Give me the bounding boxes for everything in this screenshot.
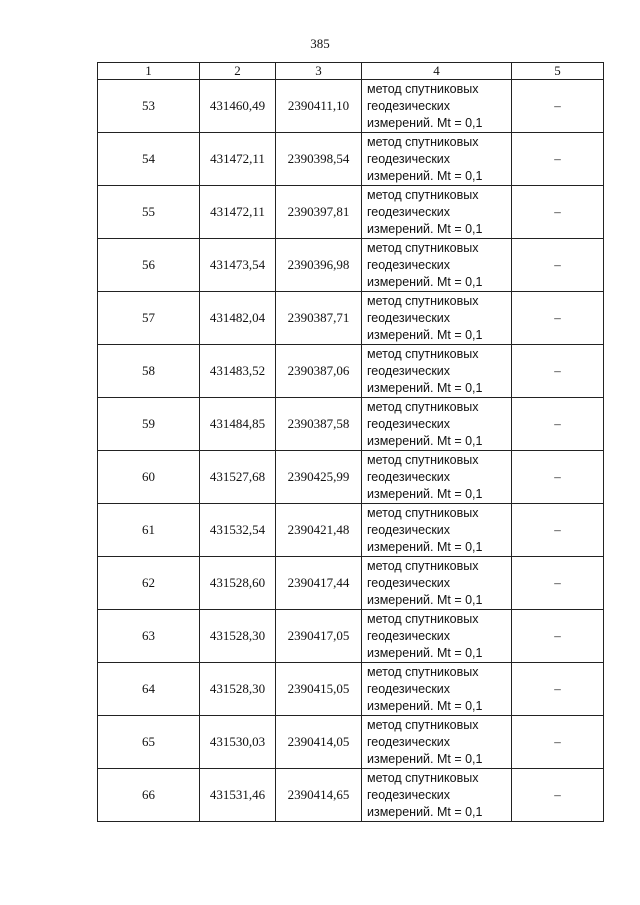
- note-cell: –: [512, 504, 604, 557]
- x-coordinate-cell: 431531,46: [200, 769, 276, 822]
- table-row: [98, 186, 604, 239]
- method-line: метод спутниковых: [367, 81, 479, 96]
- note-cell: –: [512, 80, 604, 133]
- y-coordinate-cell: 2390387,58: [276, 398, 362, 451]
- y-coordinate-cell: 2390398,54: [276, 133, 362, 186]
- method-line: измерений. Mt = 0,1: [367, 698, 483, 713]
- method-line: измерений. Mt = 0,1: [367, 645, 483, 660]
- method-line: метод спутниковых: [367, 770, 479, 785]
- method-cell: [362, 716, 512, 769]
- method-line: геодезических: [367, 363, 451, 378]
- method-line: метод спутниковых: [367, 240, 479, 255]
- column-header-5: 5: [512, 63, 604, 80]
- method-line: измерений. Mt = 0,1: [367, 380, 483, 395]
- note-cell: –: [512, 769, 604, 822]
- method-line: измерений. Mt = 0,1: [367, 486, 483, 501]
- y-coordinate-cell: 2390421,48: [276, 504, 362, 557]
- column-header-3: 3: [276, 63, 362, 80]
- method-line: метод спутниковых: [367, 452, 479, 467]
- method-line: геодезических: [367, 681, 451, 696]
- method-line: геодезических: [367, 469, 451, 484]
- method-line: геодезических: [367, 257, 451, 272]
- method-line: измерений. Mt = 0,1: [367, 539, 483, 554]
- y-coordinate-cell: 2390387,06: [276, 345, 362, 398]
- method-line: метод спутниковых: [367, 611, 479, 626]
- table-row: [98, 451, 604, 504]
- x-coordinate-cell: 431530,03: [200, 716, 276, 769]
- method-cell: [362, 186, 512, 239]
- table-body: [98, 80, 604, 822]
- note-cell: –: [512, 451, 604, 504]
- x-coordinate-cell: 431528,60: [200, 557, 276, 610]
- x-coordinate-cell: 431460,49: [200, 80, 276, 133]
- y-coordinate-cell: 2390396,98: [276, 239, 362, 292]
- method-line: геодезических: [367, 522, 451, 537]
- note-cell: –: [512, 239, 604, 292]
- x-coordinate-cell: 431473,54: [200, 239, 276, 292]
- method-line: метод спутниковых: [367, 187, 479, 202]
- method-cell: [362, 504, 512, 557]
- method-cell: [362, 557, 512, 610]
- method-line: метод спутниковых: [367, 717, 479, 732]
- method-cell: [362, 80, 512, 133]
- method-line: метод спутниковых: [367, 134, 479, 149]
- method-line: измерений. Mt = 0,1: [367, 433, 483, 448]
- method-line: измерений. Mt = 0,1: [367, 168, 483, 183]
- point-number-cell: 55: [98, 186, 200, 239]
- coordinates-table: [97, 62, 604, 822]
- point-number-cell: 60: [98, 451, 200, 504]
- method-cell: [362, 610, 512, 663]
- method-line: измерений. Mt = 0,1: [367, 115, 483, 130]
- point-number-cell: 58: [98, 345, 200, 398]
- point-number-cell: 53: [98, 80, 200, 133]
- method-line: метод спутниковых: [367, 346, 479, 361]
- column-header-2: 2: [200, 63, 276, 80]
- method-line: метод спутниковых: [367, 293, 479, 308]
- y-coordinate-cell: 2390417,05: [276, 610, 362, 663]
- point-number-cell: 63: [98, 610, 200, 663]
- x-coordinate-cell: 431482,04: [200, 292, 276, 345]
- point-number-cell: 59: [98, 398, 200, 451]
- note-cell: –: [512, 398, 604, 451]
- method-line: геодезических: [367, 416, 451, 431]
- table-row: [98, 398, 604, 451]
- point-number-cell: 62: [98, 557, 200, 610]
- table-row: [98, 80, 604, 133]
- point-number-cell: 61: [98, 504, 200, 557]
- table-row: [98, 292, 604, 345]
- method-line: геодезических: [367, 98, 451, 113]
- x-coordinate-cell: 431484,85: [200, 398, 276, 451]
- method-cell: [362, 769, 512, 822]
- y-coordinate-cell: 2390414,05: [276, 716, 362, 769]
- page-number: 385: [310, 36, 330, 51]
- table-row: [98, 769, 604, 822]
- note-cell: –: [512, 716, 604, 769]
- column-header-1: 1: [98, 63, 200, 80]
- table-row: [98, 345, 604, 398]
- point-number-cell: 64: [98, 663, 200, 716]
- x-coordinate-cell: 431472,11: [200, 133, 276, 186]
- table-row: [98, 716, 604, 769]
- method-line: геодезических: [367, 628, 451, 643]
- method-line: метод спутниковых: [367, 399, 479, 414]
- table-header: [98, 63, 604, 80]
- method-line: измерений. Mt = 0,1: [367, 221, 483, 236]
- note-cell: –: [512, 557, 604, 610]
- y-coordinate-cell: 2390397,81: [276, 186, 362, 239]
- point-number-cell: 57: [98, 292, 200, 345]
- method-line: метод спутниковых: [367, 558, 479, 573]
- x-coordinate-cell: 431528,30: [200, 663, 276, 716]
- table-row: [98, 504, 604, 557]
- method-line: измерений. Mt = 0,1: [367, 592, 483, 607]
- method-line: геодезических: [367, 787, 451, 802]
- y-coordinate-cell: 2390414,65: [276, 769, 362, 822]
- point-number-cell: 66: [98, 769, 200, 822]
- x-coordinate-cell: 431528,30: [200, 610, 276, 663]
- method-cell: [362, 451, 512, 504]
- y-coordinate-cell: 2390417,44: [276, 557, 362, 610]
- x-coordinate-cell: 431472,11: [200, 186, 276, 239]
- point-number-cell: 65: [98, 716, 200, 769]
- method-cell: [362, 663, 512, 716]
- table-row: [98, 610, 604, 663]
- method-line: геодезических: [367, 310, 451, 325]
- y-coordinate-cell: 2390415,05: [276, 663, 362, 716]
- table-row: [98, 663, 604, 716]
- x-coordinate-cell: 431527,68: [200, 451, 276, 504]
- note-cell: –: [512, 292, 604, 345]
- method-line: измерений. Mt = 0,1: [367, 804, 483, 819]
- column-header-4: 4: [362, 63, 512, 80]
- y-coordinate-cell: 2390387,71: [276, 292, 362, 345]
- method-line: измерений. Mt = 0,1: [367, 274, 483, 289]
- note-cell: –: [512, 610, 604, 663]
- note-cell: –: [512, 133, 604, 186]
- table-row: [98, 133, 604, 186]
- method-cell: [362, 239, 512, 292]
- table-row: [98, 239, 604, 292]
- method-line: геодезических: [367, 151, 451, 166]
- method-line: метод спутниковых: [367, 664, 479, 679]
- x-coordinate-cell: 431532,54: [200, 504, 276, 557]
- method-line: измерений. Mt = 0,1: [367, 327, 483, 342]
- method-line: геодезических: [367, 575, 451, 590]
- method-line: геодезических: [367, 734, 451, 749]
- method-cell: [362, 398, 512, 451]
- point-number-cell: 56: [98, 239, 200, 292]
- x-coordinate-cell: 431483,52: [200, 345, 276, 398]
- header-row: [98, 63, 604, 80]
- method-line: метод спутниковых: [367, 505, 479, 520]
- note-cell: –: [512, 186, 604, 239]
- method-cell: [362, 292, 512, 345]
- method-line: измерений. Mt = 0,1: [367, 751, 483, 766]
- y-coordinate-cell: 2390425,99: [276, 451, 362, 504]
- y-coordinate-cell: 2390411,10: [276, 80, 362, 133]
- method-line: геодезических: [367, 204, 451, 219]
- table-row: [98, 557, 604, 610]
- note-cell: –: [512, 663, 604, 716]
- method-cell: [362, 345, 512, 398]
- note-cell: –: [512, 345, 604, 398]
- point-number-cell: 54: [98, 133, 200, 186]
- method-cell: [362, 133, 512, 186]
